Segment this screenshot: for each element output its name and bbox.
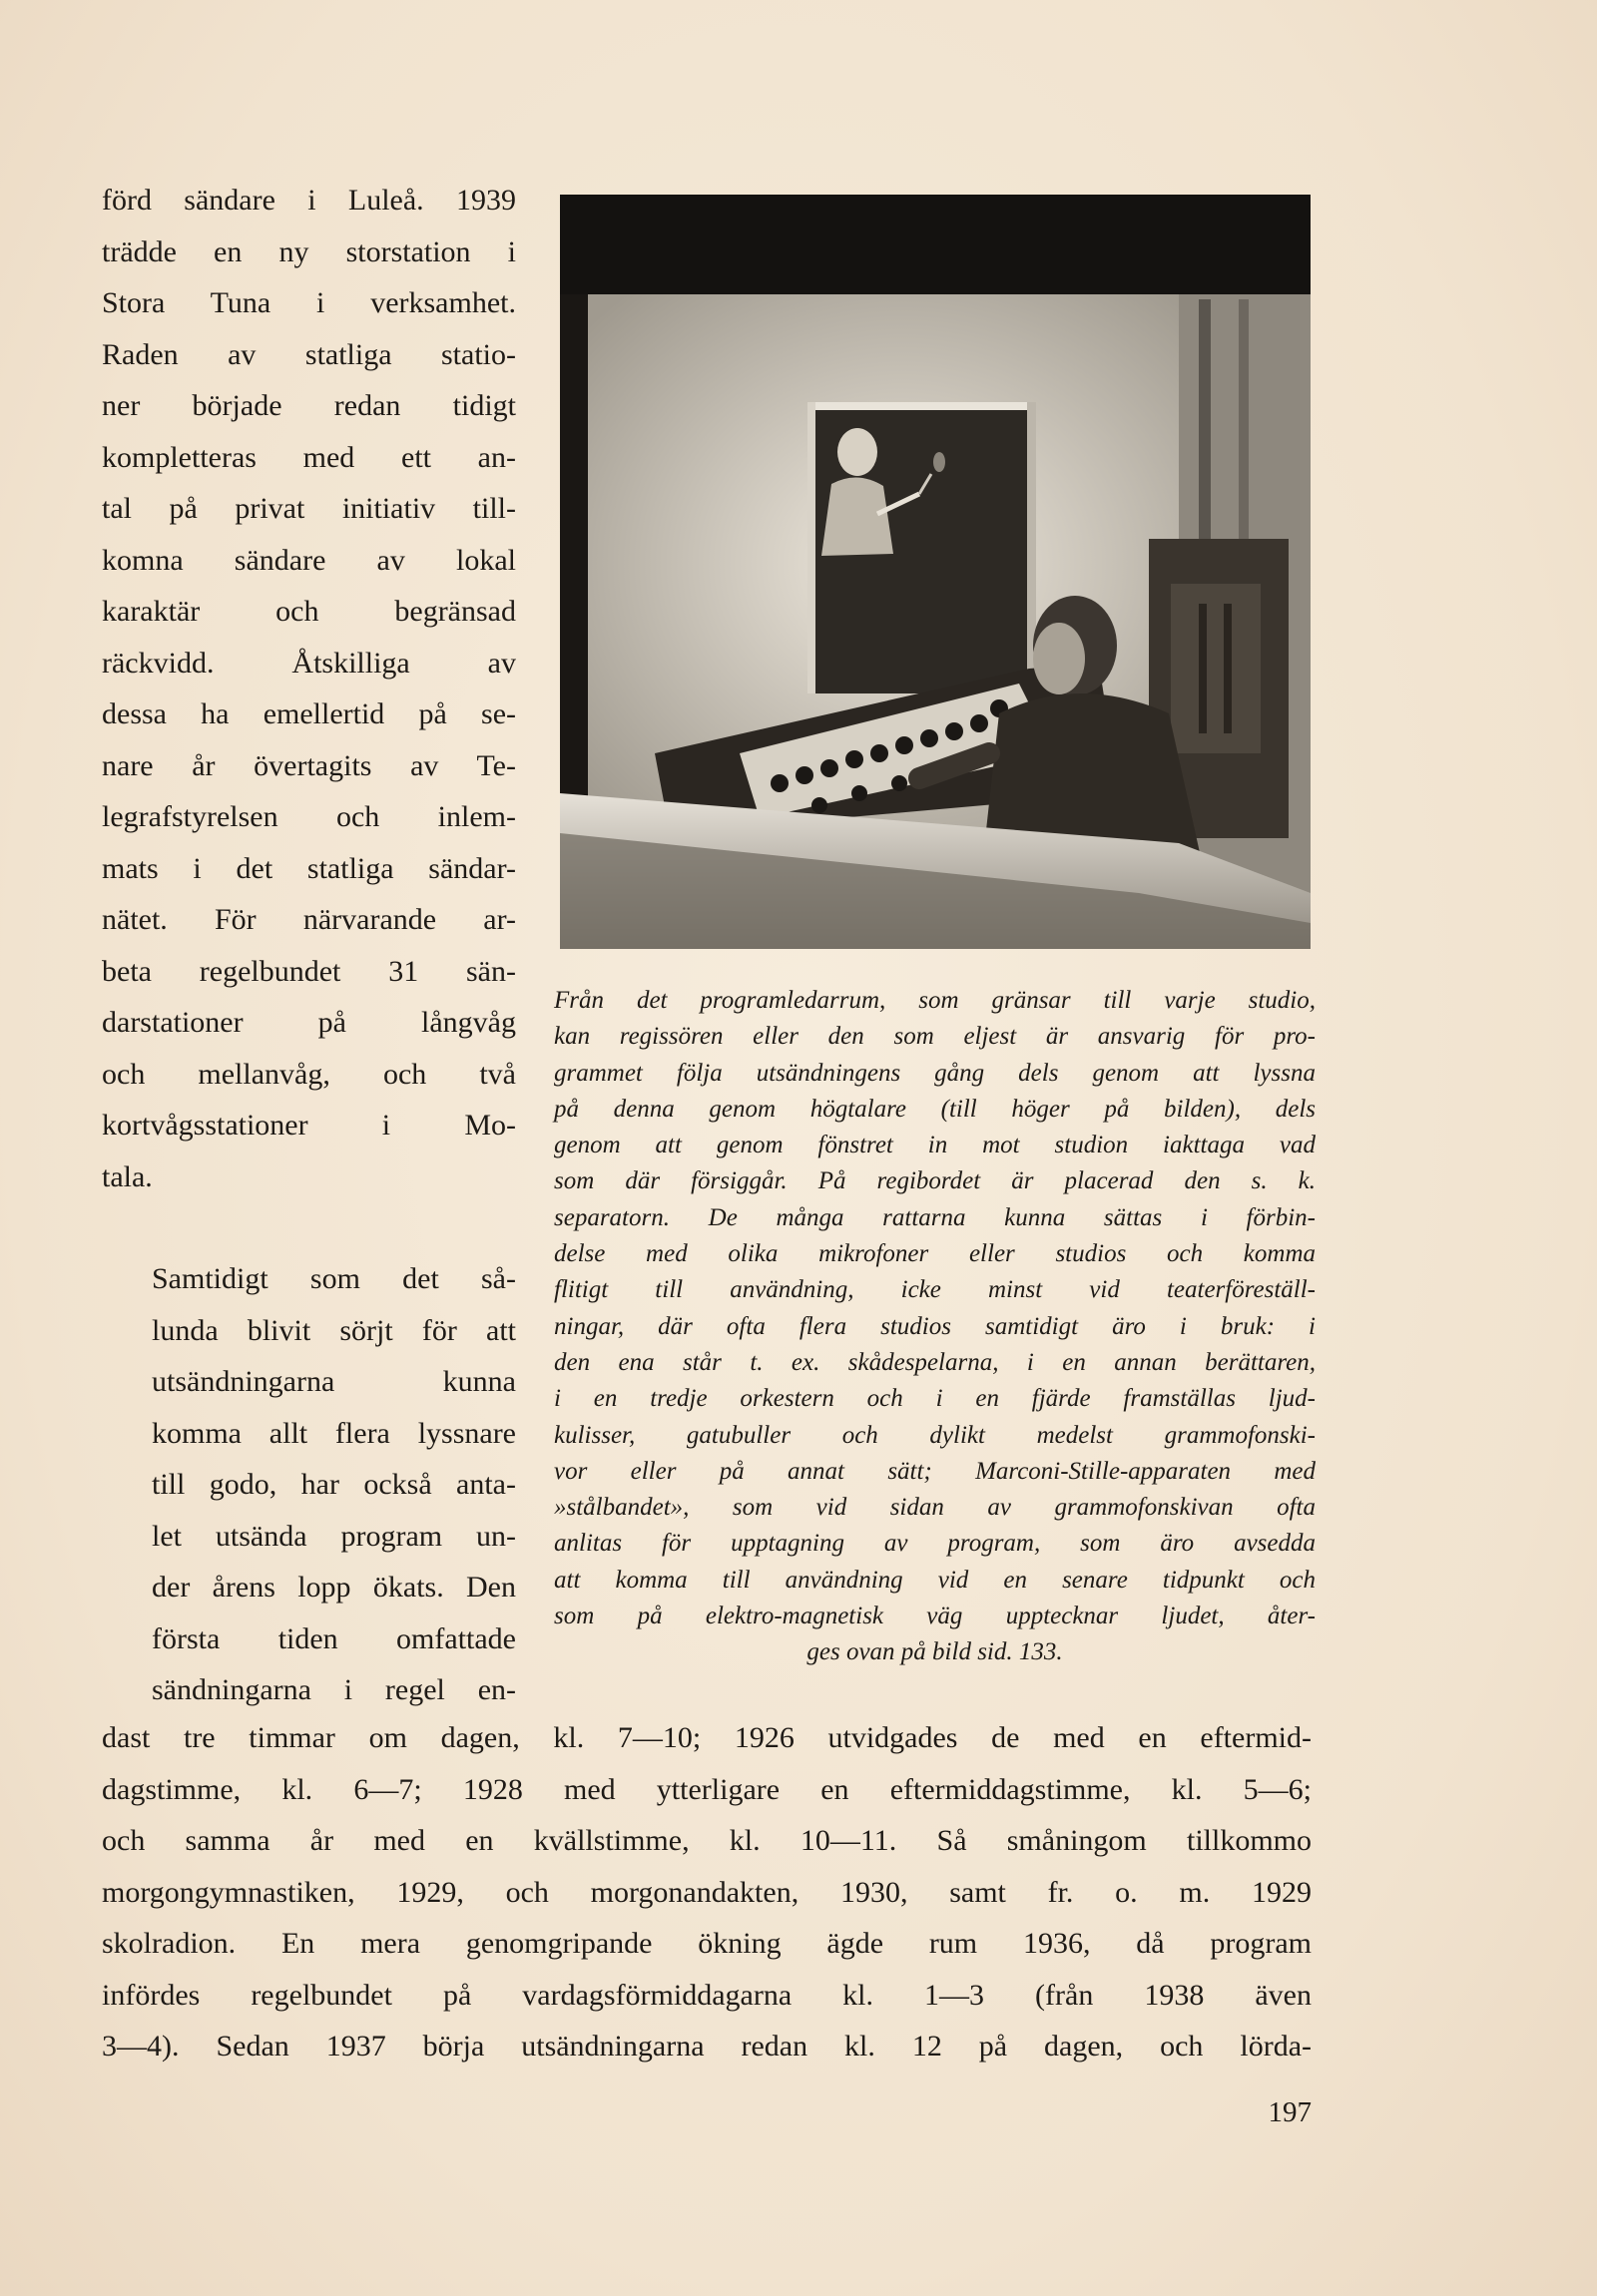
left-text-column [102,175,516,1716]
caption-last-line: ges ovan på bild sid. 133. [806,1638,1063,1666]
caption-line: anlitas för upptagning av program, som äro avsedda [554,1530,1316,1558]
radio-control-room-photo [560,195,1311,949]
text-line: beta regelbundet 31 sän- [102,954,516,988]
text-line: trädde en ny storstation i [102,234,516,268]
text-line: darstationer på långvåg [102,1006,516,1039]
text-line: Samtidigt som det så- [152,1262,516,1295]
text-line: till godo, har också anta- [152,1468,516,1501]
text-line: karaktär och begränsad [102,595,516,628]
caption-line: grammet följa utsändningens gång dels genom att lyssna [554,1059,1316,1087]
text-line: kompletteras med ett an- [102,440,516,474]
text-line: komma allt flera lyssnare [152,1416,516,1450]
text-line: första tiden omfattade [152,1621,516,1655]
text-line: dast tre timmar om dagen, kl. 7—10; 1926 utvidgades de med en eftermid- [102,1721,1312,1754]
caption-line: att komma till användning vid en senare tidpunkt och [554,1566,1316,1594]
text-line: 3—4). Sedan 1937 börja utsändningarna redan kl. 12 på dagen, och lörda- [102,2030,1312,2063]
text-line: nare år övertagits av Te- [102,748,516,782]
caption-line: på denna genom högtalare (till höger på bilden), dels [554,1095,1316,1123]
caption-line: den ena står t. ex. skådespelarna, i en annan berättaren, [554,1348,1316,1376]
caption-line: flitigt till användning, icke minst vid teaterföreställ- [554,1276,1316,1304]
text-line: komna sändare av lokal [102,543,516,577]
caption-line: »stålbandet», som vid sidan av grammofonskivan ofta [554,1494,1316,1522]
text-line: förd sändare i Luleå. 1939 [102,184,516,217]
text-line: mats i det statliga sändar- [102,851,516,885]
text-line: Raden av statliga statio- [102,337,516,371]
caption-line: vor eller på annat sätt; Marconi-Stille-apparaten med [554,1457,1316,1485]
text-line: tal på privat initiativ till- [102,492,516,525]
full-width-text [102,1712,1312,2072]
text-line: kortvågsstationer i Mo- [102,1109,516,1142]
text-line: och mellanvåg, och två [102,1057,516,1091]
text-line: ner började redan tidigt [102,389,516,422]
text-line: infördes regelbundet på vardagsförmiddagarna kl. 1—3 (från 1938 även [102,1978,1312,2012]
text-line: lunda blivit sörjt för att [152,1313,516,1347]
caption-line: kulisser, gatubuller och dylikt medelst grammofonski- [554,1421,1316,1449]
text-line: legrafstyrelsen och inlem- [102,800,516,833]
text-line: morgongymnastiken, 1929, och morgonandakten, 1930, samt fr. o. m. 1929 [102,1875,1312,1909]
caption-line: genom att genom fönstret in mot studion iakttaga vad [554,1132,1316,1159]
paragraph-2 [102,1253,516,1716]
page-number: 197 [1268,2096,1312,2128]
text-line: nätet. För närvarande ar- [102,903,516,936]
caption-line: som där försiggår. På regibordet är placerad den s. k. [554,1167,1316,1195]
caption-line: kan regissören eller den som eljest är ansvarig för pro- [554,1023,1316,1051]
text-line: räckvidd. Åtskilliga av [102,646,516,680]
text-line: och samma år med en kvällstimme, kl. 10—11. Så småningom tillkommo [102,1824,1312,1857]
text-line: dagstimme, kl. 6—7; 1928 med ytterligare en eftermiddagstimme, kl. 5—6; [102,1772,1312,1806]
text-line: utsändningarna kunna [152,1365,516,1398]
paragraph-1 [102,175,516,1202]
caption-line: ningar, där ofta flera studios samtidigt äro i bruk: i [554,1312,1316,1340]
caption-line: som på elektro-magnetisk väg upptecknar ljudet, åter- [554,1603,1316,1630]
caption-line: separatorn. De många rattarna kunna sättas i förbin- [554,1203,1316,1231]
text-line: skolradion. En mera genomgripande ökning ägde rum 1936, då program [102,1927,1312,1960]
photo-icon [560,195,1311,949]
text-line: tala. [102,1159,153,1193]
caption-line: Från det programledarrum, som gränsar till varje studio, [554,987,1316,1014]
text-line: let utsända program un- [152,1519,516,1553]
text-line: dessa ha emellertid på se- [102,697,516,730]
caption-line: delse med olika mikrofoner eller studios och komma [554,1240,1316,1268]
text-line: sändningarna i regel en- [152,1673,516,1706]
text-line: der årens lopp ökats. Den [152,1571,516,1604]
photo-caption [554,983,1316,1671]
caption-line: i en tredje orkestern och i en fjärde framställas ljud- [554,1385,1316,1413]
text-line: Stora Tuna i verksamhet. [102,286,516,319]
